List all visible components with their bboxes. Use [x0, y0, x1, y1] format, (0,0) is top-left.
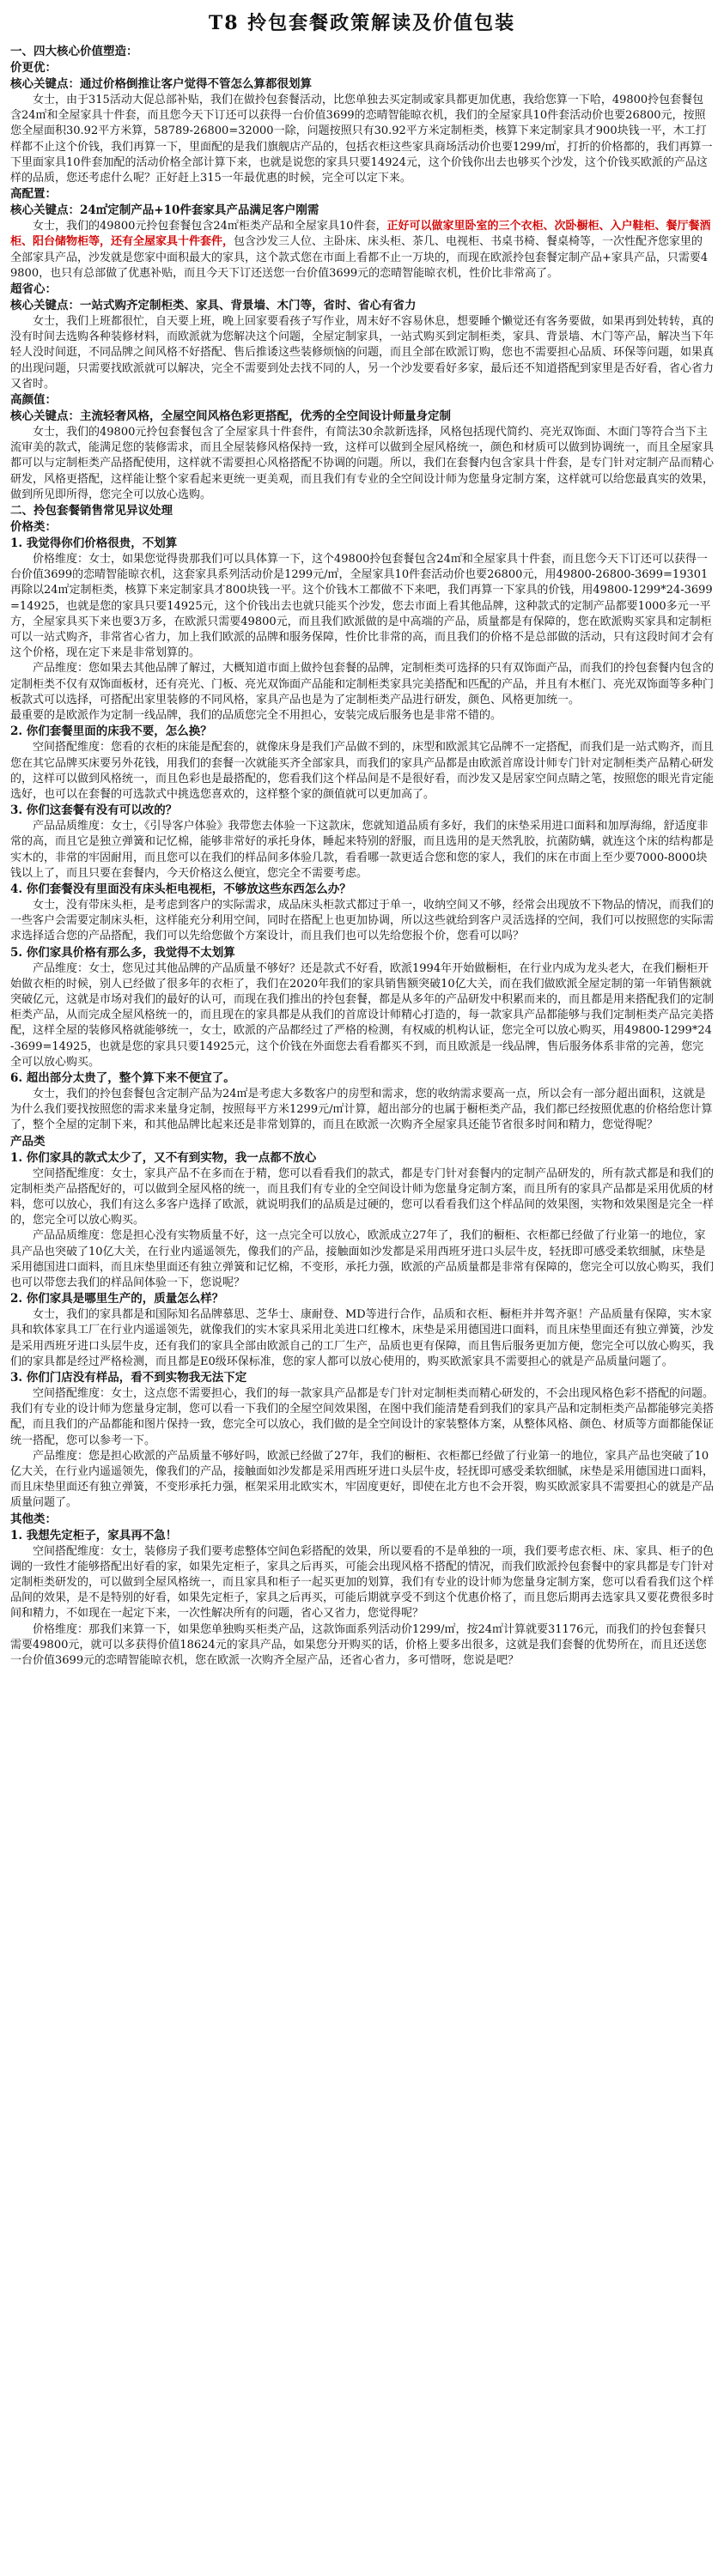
- value-core-convenience: 核心关键点：一站式购齐定制柜类、家具、背景墙、木门等，省时、省心有省力: [10, 299, 417, 313]
- value-heading-convenience: 超省心：: [10, 282, 57, 297]
- objection-nightstand-text: 女士，没有带床头柜，是考虑到客户的实际需求，成品床头柜款式都过于单一，收纳空间又不够，经常会出现放不下物品的情况，而我们的一些客户会需要定制床头柜，这样能充分利用空间，同时在搭配上也更加协调，所以这些就给到客户灵活选择的空间，我们可以按照您的实际需求选择适合您的产品搭配，我们可以先给您做个方案设计，而且我们也可以先给您报个价，您看可以吗？: [10, 898, 715, 943]
- product-origin-text: 女士，我们的家具都是和国际知名品牌慕思、芝华士、康耐登、MD等进行合作，品质和衣柜、橱柜并并驾齐驱！产品质量有保障，实木家具和软体家具工厂在行业内遥遥领先，就像我们的实木家具采用北美进口红橡木，床垫是采用德国进口面料，而且床垫里面还有独立弹簧，沙发是采用西班牙进口头层牛皮，还有我们的家具全部由欧派自己的工厂生产，品质也更有保障，而且售后服务更加方便，您完全可以放心购买，我们的家具都是经过严格检测，而且都是E0级环保标准，您的家人都可以放心使用的，购买欧派家具不需要担心的就是产品质量问题了。: [10, 1308, 715, 1368]
- document-title: T8 拎包套餐政策解读及价值包装: [208, 12, 516, 34]
- objection-expensive-price: 价格维度：女士，如果您觉得贵那我们可以具体算一下，这个49800拎包套餐包含24㎡和全屋家具十件套，而且您今天下订还可以获得一台价值3699的恋晴智能晾衣机，这套家具系列活动价是1299元/㎡，全屋家具10件套活动价也要26800元，用49800-26800-3699=19301再除以24㎡定制柜类，核算下来定制家具才800块钱一平。这个价钱木工都做不下来吧，我们再算一下家具的价钱，用49800-1299*24-3699=14925，也就是您的家具只要14925元，这个价钱出去也就只能买个沙发，您去市面上看其他品牌，这种款式的定制产品都要1000多元一平方，全屋家具买下来也要3万多，在欧派只需要49800元，而且我们欧派做的是中高端的产品，质量都是有保障的，您在欧派购买家具和定制柜可以一站式购齐，非常省心省力，加上我们欧派的品牌和服务保障，性价比非常的高，而且我们的价格不是总部做的活动，只有这段时间才会有这个价格，现在定下来是非常划算的。: [10, 553, 715, 660]
- config-text-highlight: 正好可以做家里卧室的三个衣柜、次卧橱柜、入户鞋柜、餐厅餐酒柜、阳台储物柜等，还有全屋家具十件套件，: [10, 220, 711, 249]
- objection-heading-nightstand: 4. 你们套餐没有里面没有床头柜电视柜，不够放这些东西怎么办？: [10, 882, 351, 896]
- value-paragraph-convenience: 女士，我们上班都很忙，自天要上班，晚上回家要看孩子写作业，周末好不容易休息，想要睡个懒觉还有客务要做，如果再到处转转，真的没有时间去选购各种装修材料，而欧派就为您解决这个问题，全屋定制家具，一站式购买到定制柜类，家具、背景墙、木门等产品，解决当下年轻人没时间逛，不同品牌之间风格不好搭配、售后推诿这些装修烦恼的问题，而且全部在欧派订购，您也不需要担心品质、环保等问题，如果真的出现问题，只需要找欧派就可以解决，完全不需要到处去找不同的人，另一个沙发要看好多家，最后还不知道搭配到家里是否好看，省心省力又省时。: [10, 315, 715, 391]
- value-paragraph-config: [10, 219, 714, 282]
- config-text-b: 包含沙发三人位、主卧床、床头柜、茶几、电视柜、书桌书椅、餐桌椅等，一次性配齐您家里的全部家具产品，沙发就是您家中面积最大的家具，这个款式您在市面上看都不止一万块的，而现在欧派拎包套餐定制产品+家具产品，只需要49800，也只有总部做了优惠补贴，而且今天下订还送您一台价值3699元的恋晴智能晾衣机，性价比非常高了。: [10, 235, 709, 280]
- value-paragraph-design: 女士，我们的49800元拎包套餐包含了全屋家具十件套件，有简法30余款新选择，风格包括现代简约、亮光双饰面、木面门等符合当下主流审美的款式，能满足您的装修需求，而且全屋装修风格保持一致，这样可以做到全屋风格统一，颜色和材质可以做到协调统一，而且全屋家具都可以与定制柜类产品搭配使用，这样就不需要担心风格搭配不协调的问题。所以，我们在套餐内包含家具十件套，是专门针对定制产品而精心研发，风格更搭配，这样能让整个家看起来更统一更美观，而且我们有专业的全空间设计师为您量身定制方案，这样就可以给您最真实的效果，做到所见即所得，您完全可以放心选购。: [10, 426, 715, 501]
- product-heading-styles: 1. 你们家具的款式太少了，又不有到实物，我一点都不放心: [10, 1150, 317, 1165]
- value-heading-design: 高颜值：: [10, 393, 57, 408]
- value-paragraph-price: 女士，由于315活动大促总部补贴，我们在做拎包套餐活动，比您单独去买定制或家具都更加优惠，我给您算一下哈，49800拎包套餐包含24㎡和全屋家具十件套，而且您今天下订还可以获得一台价值3699的恋晴智能晾衣机，我们的全屋家具10件套活动价也要26800元，按照您全屋面积30.92平方米算，58789-26800=32000一除，问题按照只有30.92平方米定制柜类，核算下来定制家具才900块钱一平，木工打样都不止这个价钱，我们再算一下，里面配的是我们旗舰店产品的，包括衣柜这些家具商场活动价也要1299/㎡，打折的价格都的，我们再算一下里面家具10件套加配的活动价格全部计算下来，也就是说您的家具只要14924元，这个价钱你出去也够买个沙发，这个价钱买欧派的产品这样的品质，您还考虑什么呢？正好赶上315一年最优惠的时候，完全可以定下来。: [10, 94, 713, 185]
- other-cabinets-price: 价格维度：那我们来算一下，如果您单独购买柜类产品，这款饰面系列活动价1299/㎡，按24㎡计算就要31176元，而我们的拎包套餐只需要49800元，就可以多获得价值18624元的家具产品，如果您分开购买的话，价格上要多出很多，这就是我们套餐的优势所在，而且还送您一台价值3699元的恋晴智能晾衣机，您在欧派一次购齐全屋产品，还省心省力，多可惜呀，您说是吧？: [10, 1622, 707, 1668]
- other-cabinets-space: 空间搭配维度：女士，装修房子我们要考虑整体空间色彩搭配的效果，所以要看的不是单独的一项，我们要考虑衣柜、床、家具、柜子的色调的一致性才能够搭配出好看的家，如果先定柜子，家具之后再买，可能会出现风格不搭配的情况，而我们欧派拎包套餐中的家具都是专门针对定制柜类研发的，可以做到全屋风格统一，而且家具和柜子一起买更加的划算，我们有专业的设计师为您量身定制方案，您可以看看我们这个样品间的效果，是不是特别的好看，如果先定柜子，家具之后再买，可能后期就享受不到这个优惠价格了，而且您后期再去选家具又要花费很多时间和精力，不如现在一起定下来，一次性解决所有的问题，省心又省力，您觉得呢？: [10, 1544, 715, 1621]
- product-heading-samples: 3. 你们门店没有样品，看不到实物我无法下定: [10, 1371, 247, 1385]
- objection-heading-bed: 2. 你们套餐里面的床我不要，怎么换？: [10, 724, 212, 739]
- objection-expensive-product: 产品维度：您如果去其他品牌了解过，大概知道市面上做拎包套餐的品牌，定制柜类可选择的只有双饰面产品，而我们的拎包套餐内包含的定制柜类不仅有双饰面板材，还有亮光、门板、亮光双饰面产品能和定制柜类家具完美搭配和匹配的产品，并且有木框门、亮光双饰面等多种门板款式可以选择，可搭配出家里装修的不同风格，家具产品也是为了定制柜类产品进行研发，颜色、风格更加统一。: [10, 662, 715, 706]
- category-heading-other: 其他类：: [10, 1512, 57, 1526]
- category-heading-price: 价格类：: [10, 520, 57, 535]
- other-heading-cabinets-first: 1. 我想先定柜子，家具再不急！: [10, 1528, 178, 1543]
- value-core-design: 核心关键点：主流轻奢风格，全屋空间风格色彩更搭配，优秀的全空间设计师量身定制: [10, 409, 451, 424]
- product-styles-quality: 产品品质维度：您是担心没有实物质量不好，这一点完全可以放心，欧派成立27年了，我们的橱柜、衣柜都已经做了行业第一的地位，家具产品也突破了10亿大关，在行业内遥遥领先，像我们的产品，接触面如沙发都是采用西班牙进口头层牛皮，轻抚即可感受柔软细腻，床垫是采用德国进口面料，而且床垫里面还有独立弹簧和记忆棉，不变形，承托力强，欧派的产品质量都是非常有保障的，您完全可以放心购买，我们也可以带您去我们的样品间体验一下，您说呢？: [10, 1229, 715, 1289]
- product-samples-quality: 产品维度：您是担心欧派的产品质量不够好吗，欧派已经做了27年，我们的橱柜、衣柜都已经做了行业第一的地位，家具产品也突破了10亿大关，在行业内遥遥领先，像我们的产品，接触面如沙发都是采用西班牙进口头层牛皮，轻抚即可感受柔软细腻，床垫是采用德国进口面料，而且床垫里面还有独立弹簧，不变形承托力强，框架采用北欧实木，牢固度更好，即使在北方也不会开裂，购买欧派家具不需要担心的就是产品质量问题了。: [10, 1449, 715, 1510]
- value-core-config: 核心关键点：24㎡定制产品+10件套家具产品满足客户刚需: [10, 203, 319, 218]
- section-heading-values: 一、四大核心价值塑造：: [10, 45, 138, 58]
- objection-heading-expensive: 1. 我觉得你们价格很贵，不划算: [10, 536, 178, 551]
- value-core-price: 核心关键点：通过价格倒推让客户觉得不管怎么算都很划算: [10, 77, 312, 91]
- objection-heading-change: 3. 你们这套餐有没有可以改的？: [10, 803, 178, 818]
- config-text-a: 女士，我们的49800元拎包套餐包含24㎡柜类产品和全屋家具10件套，: [33, 220, 387, 233]
- product-styles-space: 空间搭配维度：女士，家具产品不在多而在于精，您可以看看我们的款式，都是专门针对套餐内的定制产品研发的，所有款式都是和我们的定制柜类产品搭配好的，可以做到全屋风格的统一，而且我们有专业的全空间设计师为您量身定制方案，而且所有的家具产品都是采用优质的材料，您可以放心，我们有这么多客户选择了欧派，就说明我们的品质是过硬的，您可以看看我们这个样品间的效果图，实物和效果图是完全一样的，您完全可以放心购买。: [10, 1167, 715, 1227]
- objection-heading-overage: 6. 超出部分太贵了，整个算下来不便宜了。: [10, 1070, 235, 1085]
- objection-overage-text: 女士，我们的拎包套餐包含定制产品为24㎡是考虑大多数客户的房型和需求，您的收纳需求要高一点，所以会有一部分超出面积，这就是为什么我们要找按照您的需求来量身定制，按照每平方米1299元/㎡计算，超出部分的也属于橱柜类产品，我们都已经按照优惠的价格给您计算了，整个全屋的定制下来，和其他品牌比起来还是非常划算的，而且在欧派一次购齐全屋家具还能节省很多时间和精力，您觉得呢？: [10, 1087, 713, 1132]
- category-heading-product: 产品类: [10, 1134, 46, 1149]
- objection-heading-value: 5. 你们家具价格有那么多，我觉得不太划算: [10, 945, 235, 960]
- product-heading-origin: 2. 你们家具是哪里生产的，质量怎么样？: [10, 1292, 224, 1306]
- objection-bed-text: 空间搭配维度：您看的衣柜的床能是配套的，就像床身是我们产品做不到的，床型和欧派其它品牌不一定搭配，而我们是一站式购齐，而且您在其它品牌买床要另外花钱，用我们的套餐一次就能买齐全部家具，而我们的家具产品都是由欧派首席设计师专门针对定制柜类产品精心研发的，这样可以做到风格统一，而且色彩也是最搭配的，您看我们这个样品间是不是很好看，而沙发又是居家空间点睛之笔，按照您的眼光肯定能选好，也可以在套餐的可选款式中挑选您喜欢的，这样整个家的颜值就可以更加高了。: [10, 741, 715, 801]
- objection-change-text: 产品品质维度：女士，《引导客户体验》我带您去体验一下这款床，您就知道品质有多好，我们的床垫采用进口面料和加厚海绵，舒适度非常的高，而且它是独立弹簧和记忆棉，能够非常好的承托身体，睡起来特别的舒服，而且选用的是天然乳胶，抗菌防螨，就连这个床的结构都是实木的，非常的牢固耐用，而且您可以在我们的样品间多体验几款，看看哪一款更适合您和您的家人，我们的床在市面上至少要7000-8000块钱以上了，而且只要在套餐内，今天价格这么便宜，您完全不需要考虑。: [10, 820, 715, 880]
- product-samples-space: 空间搭配维度：女士，这点您不需要担心，我们的每一款家具产品都是专门针对定制柜类而精心研发的，不会出现风格色彩不搭配的问题。我们有专业的设计师为您量身定制，您可以看一下我们的全屋空间效果图，在图中我们能清楚看到我们的家具产品和定制柜类产品都能够完美搭配，而且我们的产品都能和图片保持一致，您完全可以放心，我们做的是全空间设计的家装整体方案，从整体风格、颜色、材质等方面都能保证统一搭配，您可以参考一下。: [10, 1387, 715, 1447]
- objection-value-text: 产品维度：女士，您见过其他品牌的产品质量不够好？还是款式不好看，欧派1994年开始做橱柜，在行业内成为龙头老大，在我们橱柜开始做衣柜的时候，别人已经做了很多年的衣柜了，我们在2020年我们的家具销售额突破10亿大关，而在我们做欧派全屋定制的第一年销售额就突破亿元，这就是市场对我们的最好的认可，而现在我们推出的拎包套餐，都是从多年的产品研发中积累而来的，而且都是用来搭配我们的定制柜类产品，从而完成全屋风格统一的，而且现在的家具都是从我们的首席设计师精心打造的，每一款家具产品都能够与我们定制柜类产品完美搭配，这样全屋的装修风格就能够统一，女士，欧派的产品都经过了严格的检测，有权威的机构认证，您完全可以放心购买，用49800-1299*24-3699=14925，也就是您的家具只要14925元，这个价钱在外面您去看看都买不到，而且欧派是一线品牌，售后服务体系非常的完善，您完全可以放心购买。: [10, 961, 715, 1069]
- objection-expensive-extra: 最重要的是欧派作为定制一线品牌，我们的品质您完全不用担心，安装完成后服务也是非常不错的。: [10, 709, 502, 723]
- value-heading-config: 高配置：: [10, 187, 57, 202]
- value-heading-price: 价更优：: [10, 61, 57, 75]
- section-heading-objections: 二、拎包套餐销售常见异议处理: [10, 504, 173, 518]
